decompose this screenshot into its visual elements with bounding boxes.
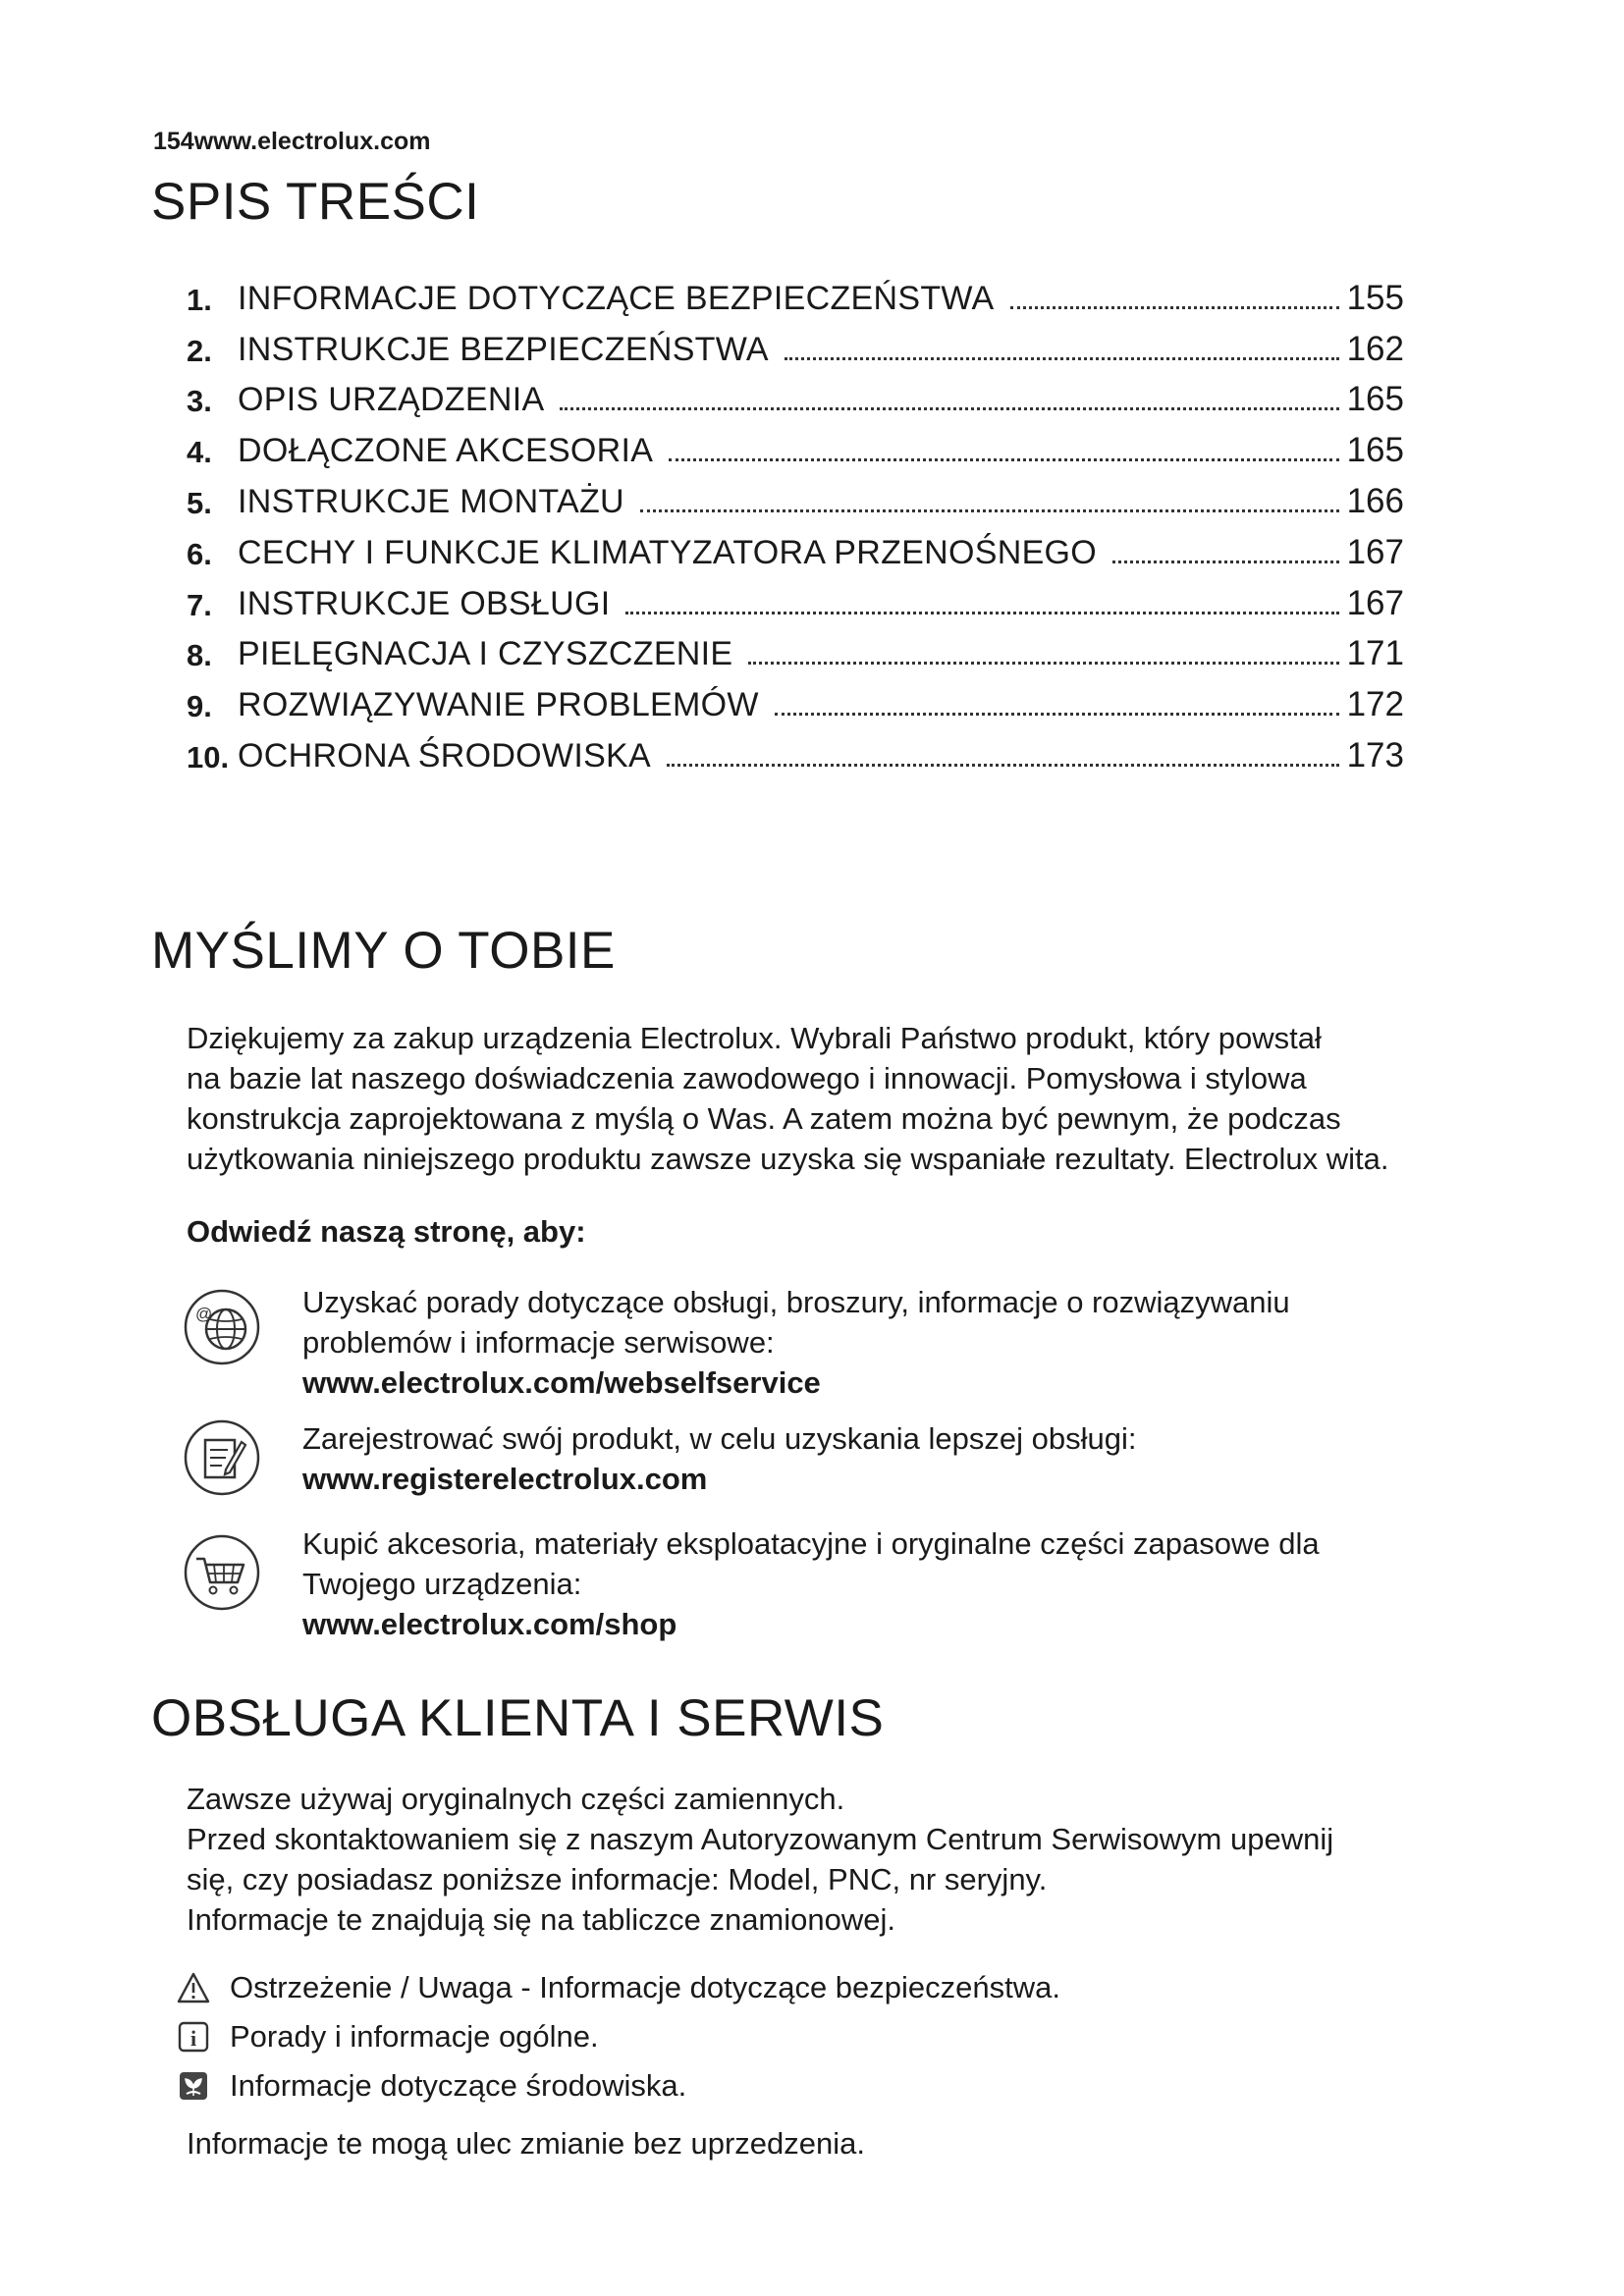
visit-line: Kupić akcesoria, materiały eksploatacyjne i oryginalne części zapasowe dla (302, 1526, 1320, 1561)
toc-title: CECHY I FUNKCJE KLIMATYZATORA PRZENOŚNEGO (238, 533, 1098, 571)
visit-text (302, 1418, 1461, 1499)
toc-page: 162 (1346, 329, 1404, 368)
visit-line: Zarejestrować swój produkt, w celu uzyskania lepszej obsługi: (302, 1421, 1137, 1456)
about-line: Dziękujemy za zakup urządzenia Electrolux. Wybrali Państwo produkt, który powstał (187, 1021, 1322, 1055)
toc-leader (785, 357, 1339, 360)
toc-item[interactable] (187, 572, 1404, 623)
legend-text: Porady i informacje ogólne. (230, 2019, 599, 2054)
toc-title: OPIS URZĄDZENIA (238, 381, 545, 419)
toc-number: 10. (187, 739, 230, 774)
toc-title: ROZWIĄZYWANIE PROBLEMÓW (238, 686, 759, 724)
about-line: na bazie lat naszego doświadczenia zawodowego i innowacji. Pomysłowa i stylowa (187, 1061, 1307, 1095)
shop-link[interactable]: www.electrolux.com/shop (302, 1607, 677, 1641)
legend-text: Ostrzeżenie / Uwaga - Informacje dotyczące bezpieczeństwa. (230, 1970, 1060, 2004)
legend-item-info (177, 2012, 1060, 2061)
service-line: Przed skontaktowaniem się z naszym Autoryzowanym Centrum Serwisowym upewnij (187, 1822, 1334, 1856)
toc-title: INFORMACJE DOTYCZĄCE BEZPIECZEŃSTWA (238, 279, 995, 317)
toc-item[interactable] (187, 470, 1404, 521)
service-line: Informacje te znajdują się na tabliczce znamionowej. (187, 1902, 895, 1937)
visit-line: Uzyskać porady dotyczące obsługi, broszury, informacje o rozwiązywaniu (302, 1285, 1290, 1319)
toc-leader (667, 764, 1339, 767)
toc-page: 167 (1346, 532, 1404, 571)
toc-page: 165 (1346, 431, 1404, 470)
info-icon (177, 2020, 210, 2054)
toc-item[interactable] (187, 673, 1404, 724)
toc-number: 3. (187, 384, 212, 419)
toc-leader (669, 458, 1338, 461)
toc-number: 9. (187, 689, 212, 724)
symbol-legend (177, 1963, 1060, 2110)
toc-number: 8. (187, 638, 212, 673)
webselfservice-link[interactable]: www.electrolux.com/webselfservice (302, 1365, 821, 1400)
toc-number: 6. (187, 536, 212, 571)
toc-item[interactable] (187, 267, 1404, 318)
toc-title: INSTRUKCJE BEZPIECZEŃSTWA (238, 330, 769, 368)
toc-number: 5. (187, 485, 212, 520)
toc-number: 2. (187, 333, 212, 368)
toc-item[interactable] (187, 419, 1404, 470)
toc-number: 1. (187, 282, 212, 317)
legend-text: Informacje dotyczące środowiska. (230, 2068, 687, 2103)
legend-item-warning (177, 1963, 1060, 2012)
toc-page: 165 (1346, 380, 1404, 419)
toc-heading: SPIS TREŚCI (151, 173, 480, 231)
toc-item[interactable] (187, 318, 1404, 369)
toc-page: 166 (1346, 481, 1404, 520)
toc-leader (560, 407, 1338, 410)
globe-icon (183, 1288, 261, 1366)
toc-number: 4. (187, 435, 212, 470)
toc-page: 172 (1346, 685, 1404, 724)
environment-icon (177, 2069, 210, 2103)
register-icon (183, 1418, 261, 1497)
svg-text:i: i (189, 2026, 197, 2051)
about-line: użytkowania niniejszego produktu zawsze uzyska się wspaniałe rezultaty. Electrolux wita. (187, 1142, 1389, 1176)
toc-leader (775, 713, 1339, 716)
toc-item[interactable] (187, 521, 1404, 572)
site-url[interactable]: www.electrolux.com (193, 128, 431, 155)
disclaimer: Informacje te mogą ulec zmianie bez uprzedzenia. (187, 2126, 865, 2161)
toc-leader (625, 612, 1338, 614)
toc-page: 173 (1346, 735, 1404, 774)
toc-title: OCHRONA ŚRODOWISKA (238, 736, 652, 774)
service-paragraph (187, 1779, 1483, 1940)
toc-leader (1112, 561, 1339, 563)
service-line: Zawsze używaj oryginalnych części zamiennych. (187, 1782, 845, 1816)
visit-line: problemów i informacje serwisowe: (302, 1325, 775, 1360)
visit-text (302, 1523, 1461, 1644)
visit-line: Twojego urządzenia: (302, 1567, 582, 1601)
toc-item[interactable] (187, 724, 1404, 775)
toc-number: 7. (187, 587, 212, 622)
shopping-cart-icon (183, 1533, 261, 1612)
table-of-contents (187, 267, 1404, 775)
service-heading: OBSŁUGA KLIENTA I SERWIS (151, 1689, 885, 1747)
toc-title: INSTRUKCJE OBSŁUGI (238, 584, 611, 622)
toc-title: PIELĘGNACJA I CZYSZCZENIE (238, 635, 733, 673)
warning-icon (177, 1971, 210, 2004)
visit-text (302, 1282, 1461, 1403)
about-line: konstrukcja zaprojektowana z myślą o Was. A zatem można być pewnym, że podczas (187, 1101, 1341, 1136)
register-link[interactable]: www.registerelectrolux.com (302, 1462, 708, 1496)
toc-leader (640, 509, 1339, 512)
toc-page: 171 (1346, 634, 1404, 673)
about-heading: MYŚLIMY O TOBIE (151, 922, 616, 980)
svg-text:@: @ (195, 1305, 213, 1323)
service-line: się, czy posiadasz poniższe informacje: Model, PNC, nr seryjny. (187, 1862, 1048, 1896)
toc-title: INSTRUKCJE MONTAŻU (238, 482, 624, 520)
page-header (153, 128, 431, 156)
toc-leader (1010, 306, 1339, 309)
visit-heading: Odwiedź naszą stronę, aby: (187, 1214, 586, 1249)
toc-page: 167 (1346, 583, 1404, 622)
toc-title: DOŁĄCZONE AKCESORIA (238, 432, 654, 470)
about-paragraph (187, 1018, 1483, 1179)
toc-page: 155 (1346, 278, 1404, 317)
toc-item[interactable] (187, 369, 1404, 420)
legend-item-environment (177, 2061, 1060, 2110)
toc-leader (748, 662, 1338, 665)
toc-item[interactable] (187, 623, 1404, 674)
page-number: 154 (153, 128, 194, 155)
